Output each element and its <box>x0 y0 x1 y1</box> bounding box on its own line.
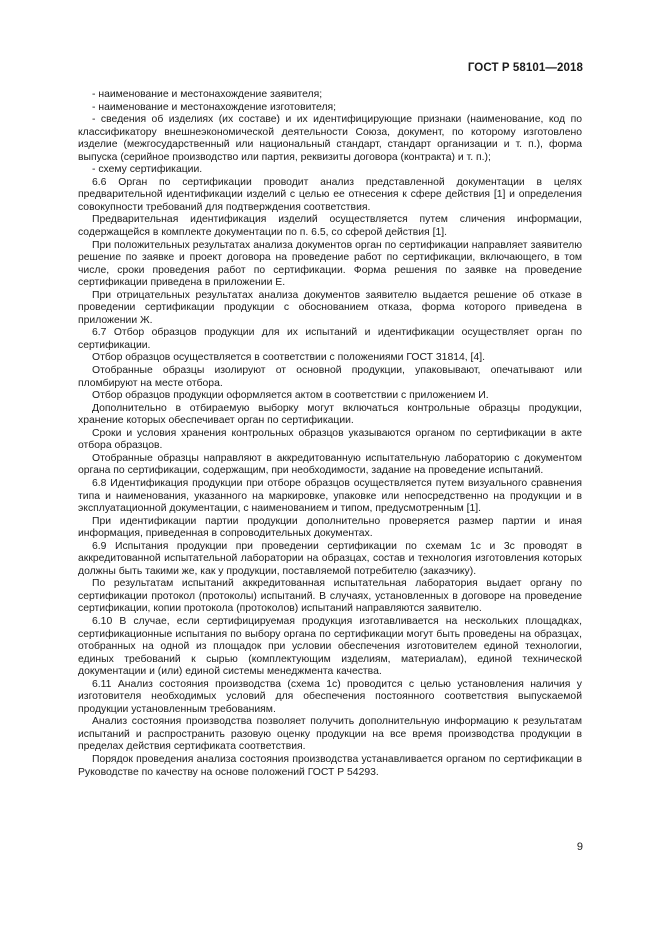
paragraph: Порядок проведения анализа состояния производства устанавливается органом по сертификации в Руководстве по качеству на основе положений ГОСТ Р 54293. <box>78 753 582 778</box>
paragraph: 6.9 Испытания продукции при проведении сертификации по схемам 1с и 3с проводят в аккредитованной испытательной лаборатории на образцах, состав и технология изготовления которых должны быть такими же, как у продукции, поставляемой потребителю (заказчику). <box>78 540 582 577</box>
paragraph: При положительных результатах анализа документов орган по сертификации направляет заявителю решение по заявке и проект договора на проведение работ по сертификации, включающего, в том числе, сроки проведения работ по сертификации. Форма решения по заявке на проведение сертификации приведена в приложении Е. <box>78 239 582 289</box>
paragraph: Сроки и условия хранения контрольных образцов указываются органом по сертификации в акте отбора образцов. <box>78 427 582 452</box>
paragraph: Отобранные образцы изолируют от основной продукции, упаковывают, опечатывают или пломбируют на месте отбора. <box>78 365 582 389</box>
paragraph: При отрицательных результатах анализа документов заявителю выдается решение об отказе в проведении сертификации продукции с обоснованием отказа, форма которого приведена в приложении Ж. <box>78 289 582 326</box>
paragraph: 6.8 Идентификация продукции при отборе образцов осуществляется путем визуального сравнения типа и наименования, указанного на маркировке, упаковке или непосредственно на продукции и в эксплуатационной документации, с наименованием и типом, предусмотренным [1]. <box>78 477 582 515</box>
paragraph: Предварительная идентификация изделий осуществляется путем сличения информации, содержащейся в комплекте документации по п. 6.5, со сферой действия [1]. <box>78 214 582 239</box>
paragraph: Отбор образцов продукции оформляется актом в соответствии с приложением И. <box>92 390 489 402</box>
paragraph: По результатам испытаний аккредитованная испытательная лаборатория выдает органу по сертификации протокол (протоколы) испытаний. В случаях, установленных в договоре на проведение сертификации, копии протокола (протоколов) испытаний направляются заявителю. <box>78 578 582 615</box>
paragraph: - наименование и местонахождение изготовителя; <box>92 101 337 113</box>
page-number: 9 <box>576 841 583 853</box>
paragraph: 6.10 В случае, если сертифицируемая продукция изготавливается на нескольких площадках, сертификационные испытания по выбору органа по сертификации могут быть проведены на образцах, отобранных на одной из площадок при условии обеспечения изготовителем единой технологии, единых требований к сырью (комплектующим изделиям, материалам), единой технической документации и (или) единой системы менеджмента качества. <box>78 615 582 678</box>
paragraph: 6.11 Анализ состояния производства (схема 1с) проводится с целью установления наличия у изготовителя необходимых условий для обеспечения постоянного соответствия выпускаемой продукции установленным требованиям. <box>78 678 582 715</box>
paragraph: - схему сертификации. <box>92 164 203 176</box>
paragraph: - наименование и местонахождение заявителя; <box>92 89 323 100</box>
paragraph: Отбор образцов осуществляется в соответствии с положениями ГОСТ 31814, [4]. <box>92 352 485 364</box>
paragraph: - сведения об изделиях (их составе) и их идентифицирующие признаки (наименование, код по классификатору внешнеэкономической деятельности Союза, документ, по которому изготовлено изделие (межгосударственный или национальный стандарт, стандарт организации и т. п.), форма выпуска (серийное производство или партия, реквизиты договора (контракта) и т. п.); <box>78 114 582 163</box>
paragraph: Анализ состояния производства позволяет получить дополнительную информацию к результатам испытаний и распространить разовую оценку продукции на все время производства продукции в пределах действия сертификата соответствия. <box>78 716 582 753</box>
document-body <box>78 89 582 779</box>
paragraph: 6.7 Отбор образцов продукции для их испытаний и идентификации осуществляет орган по сертификации. <box>78 327 582 351</box>
document-code-header: ГОСТ Р 58101—2018 <box>467 62 583 74</box>
paragraph: 6.6 Орган по сертификации проводит анализ представленной документации в целях предварительной идентификации изделий с целью ее отнесения к сфере действия [1] и определения совокупности требований для подтверждения соответствия. <box>78 176 582 213</box>
paragraph: Дополнительно в отбираемую выборку могут включаться контрольные образцы продукции, хранение которых обеспечивает орган по сертификации. <box>78 402 582 427</box>
paragraph: При идентификации партии продукции дополнительно проверяется размер партии и иная информация, приведенная в сопроводительных документах. <box>78 515 582 540</box>
paragraph: Отобранные образцы направляют в аккредитованную испытательную лабораторию с документом органа по сертификации, содержащим, при необходимости, задание на проведение испытаний. <box>78 452 582 477</box>
